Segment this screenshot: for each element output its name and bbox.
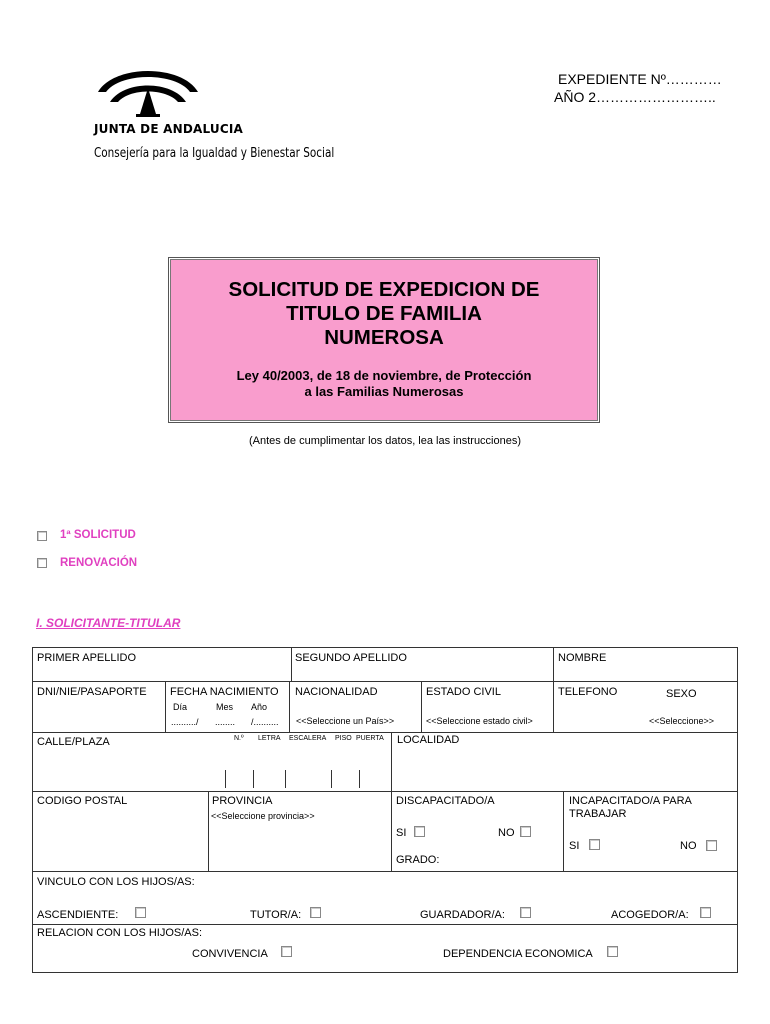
tutor-checkbox[interactable] — [310, 907, 321, 918]
tutor-label: TUTOR/A: — [250, 909, 302, 921]
mes-label: Mes — [216, 702, 234, 712]
piso-label: PISO — [335, 735, 352, 742]
localidad-field[interactable]: LOCALIDAD — [397, 734, 460, 746]
incapacitado-label-1: INCAPACITADO/A PARA — [569, 795, 692, 807]
sexo-label: SEXO — [666, 688, 697, 700]
incapacitado-si-checkbox[interactable] — [589, 839, 600, 850]
puerta-label: PUERTA — [356, 735, 384, 742]
expediente-year: AÑO 2…………………….. — [554, 89, 716, 105]
fecha-dia-input[interactable]: ........../ — [171, 717, 199, 727]
incapacitado-si-label: SI — [569, 840, 580, 852]
estado-civil-select[interactable]: <<Seleccione estado civil> — [426, 716, 533, 726]
department-name: Consejería para la Igualdad y Bienestar Social — [94, 145, 335, 161]
law-line: a las Familias Numerosas — [304, 384, 464, 399]
section-title: I. SOLICITANTE-TITULAR — [36, 616, 181, 630]
dia-label: Día — [173, 702, 188, 712]
ascendiente-label: ASCENDIENTE: — [37, 909, 119, 921]
incapacitado-label-2: TRABAJAR — [569, 808, 627, 820]
nombre-field[interactable]: NOMBRE — [558, 652, 607, 664]
calle-field[interactable]: CALLE/PLAZA — [37, 736, 110, 748]
grado-field[interactable]: GRADO: — [396, 854, 440, 866]
nacionalidad-select[interactable]: <<Seleccione un País>> — [296, 716, 395, 726]
fecha-anio-input[interactable]: /.......... — [251, 717, 279, 727]
incapacitado-no-label: NO — [680, 840, 697, 852]
title-line: SOLICITUD DE EXPEDICION DE — [228, 278, 540, 301]
sexo-select[interactable]: <<Seleccione>> — [649, 716, 715, 726]
numero-label: N.º — [234, 735, 244, 742]
expediente-number: EXPEDIENTE Nº………… — [558, 71, 722, 87]
title-line: NUMEROSA — [324, 326, 444, 349]
ascendiente-checkbox[interactable] — [135, 907, 146, 918]
title-box — [168, 257, 600, 423]
primer-apellido-field[interactable]: PRIMER APELLIDO — [37, 652, 137, 664]
fecha-mes-input[interactable]: ........ — [215, 717, 236, 727]
discapacitado-label: DISCAPACITADO/A — [396, 795, 495, 807]
provincia-select[interactable]: <<Seleccione provincia>> — [211, 811, 315, 821]
guardador-checkbox[interactable] — [520, 907, 531, 918]
junta-andalucia-logo-icon — [92, 58, 204, 120]
org-name: JUNTA DE ANDALUCIA — [94, 122, 244, 136]
dependencia-checkbox[interactable] — [607, 946, 618, 957]
segundo-apellido-field[interactable]: SEGUNDO APELLIDO — [295, 652, 407, 664]
dni-field[interactable]: DNI/NIE/PASAPORTE — [37, 686, 147, 698]
discapacitado-no-checkbox[interactable] — [520, 826, 531, 837]
dependencia-label: DEPENDENCIA ECONOMICA — [443, 948, 593, 960]
acogedor-label: ACOGEDOR/A: — [611, 909, 689, 921]
form-title — [169, 278, 599, 350]
fecha-nacimiento-label: FECHA NACIMIENTO — [170, 686, 279, 698]
discapacitado-si-label: SI — [396, 827, 407, 839]
escalera-label: ESCALERA — [289, 735, 327, 742]
convivencia-label: CONVIVENCIA — [192, 948, 268, 960]
renewal-checkbox[interactable] — [37, 558, 47, 568]
law-line: Ley 40/2003, de 18 de noviembre, de Protección — [236, 368, 532, 383]
first-request-checkbox[interactable] — [37, 531, 47, 541]
renewal-label: RENOVACIÓN — [60, 557, 138, 569]
acogedor-checkbox[interactable] — [700, 907, 711, 918]
codigo-postal-field[interactable]: CODIGO POSTAL — [37, 795, 128, 807]
telefono-field[interactable]: TELEFONO — [558, 686, 618, 698]
guardador-label: GUARDADOR/A: — [420, 909, 505, 921]
convivencia-checkbox[interactable] — [281, 946, 292, 957]
nacionalidad-label: NACIONALIDAD — [295, 686, 378, 698]
applicant-form — [32, 647, 738, 973]
law-reference — [169, 368, 599, 400]
expediente-block — [554, 70, 722, 106]
first-request-label: 1ª SOLICITUD — [60, 529, 136, 541]
vinculo-label: VINCULO CON LOS HIJOS/AS: — [37, 876, 195, 888]
letra-label: LETRA — [258, 735, 281, 742]
provincia-label: PROVINCIA — [212, 795, 273, 807]
relacion-label: RELACION CON LOS HIJOS/AS: — [37, 927, 203, 939]
discapacitado-si-checkbox[interactable] — [414, 826, 425, 837]
discapacitado-no-label: NO — [498, 827, 515, 839]
instructions-note: (Antes de cumplimentar los datos, lea las instrucciones) — [248, 435, 522, 447]
incapacitado-no-checkbox[interactable] — [706, 840, 717, 851]
anio-label: Año — [251, 702, 268, 712]
title-line: TITULO DE FAMILIA — [286, 302, 482, 325]
estado-civil-label: ESTADO CIVIL — [426, 686, 501, 698]
